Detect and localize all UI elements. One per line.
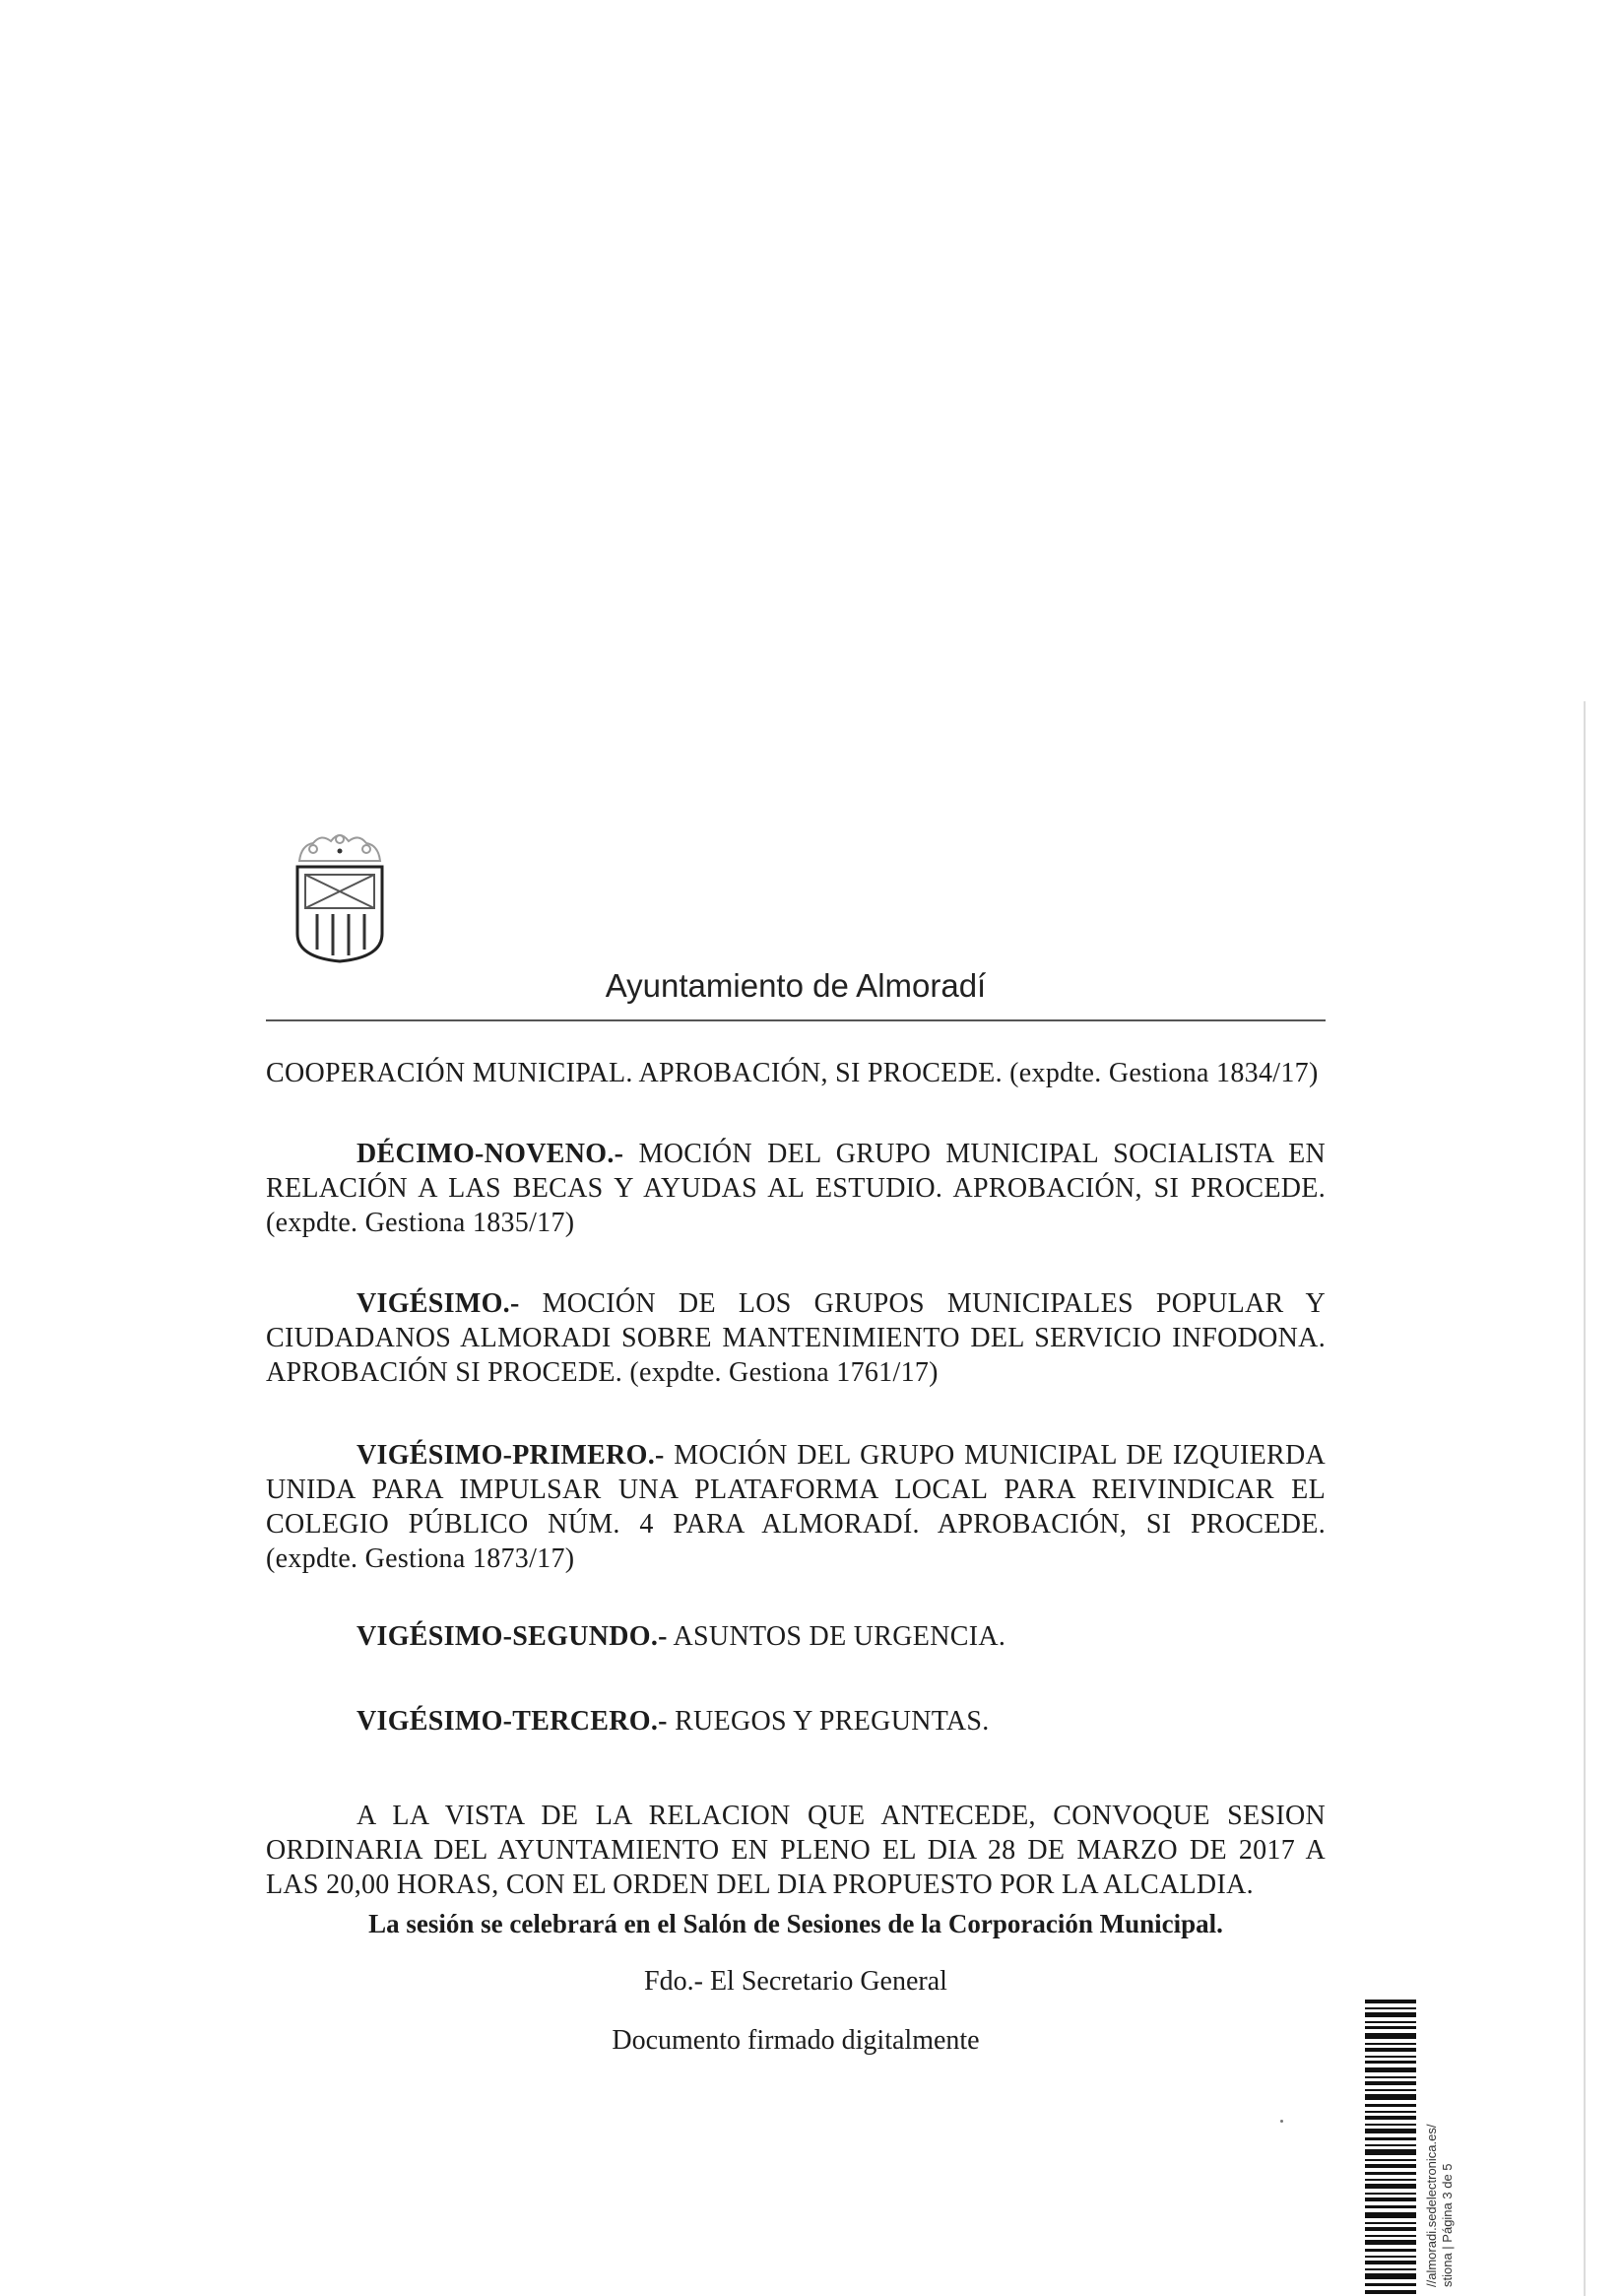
agenda-continuation: COOPERACIÓN MUNICIPAL. APROBACIÓN, SI PROCEDE. (expdte. Gestiona 1834/17) bbox=[266, 1058, 1319, 1088]
agenda-item-23 bbox=[266, 1704, 1326, 1738]
agenda-item-text: MOCIÓN DEL GRUPO MUNICIPAL SOCIALISTA EN RELACIÓN A LAS BECAS Y AYUDAS AL ESTUDIO. APROBACIÓN, SI PROCEDE. (expdte. Gestiona 1835/17) bbox=[266, 1139, 1326, 1238]
digital-signature-note: Documento firmado digitalmente bbox=[612, 2025, 980, 2056]
verification-url: //almoradi.sedelectronica.es/ bbox=[1424, 2124, 1439, 2287]
agenda-item-ordinal: VIGÉSIMO.- bbox=[357, 1288, 520, 1319]
convocation-paragraph: A LA VISTA DE LA RELACION QUE ANTECEDE, CONVOQUE SESION ORDINARIA DEL AYUNTAMIENTO EN PLENO EL DIA 28 DE MARZO DE 2017 A LAS 20,00 HORAS, CON EL ORDEN DEL DIA PROPUESTO POR LA ALCALDIA. bbox=[266, 1801, 1326, 1900]
barcode-icon bbox=[1365, 2000, 1416, 2296]
coat-of-arms-logo bbox=[292, 827, 388, 965]
agenda-item-text: MOCIÓN DEL GRUPO MUNICIPAL DE IZQUIERDA UNIDA PARA IMPULSAR UNA PLATAFORMA LOCAL PARA REIVINDICAR EL COLEGIO PÚBLICO NÚM. 4 PARA ALMORADÍ. APROBACIÓN, SI PROCEDE. (expdte. Gestiona 1873/17) bbox=[266, 1440, 1326, 1574]
session-venue: La sesión se celebrará en el Salón de Sesiones de la Corporación Municipal. bbox=[368, 1909, 1223, 1938]
agenda-item-ordinal: VIGÉSIMO-PRIMERO.- bbox=[357, 1440, 665, 1471]
organization-header: Ayuntamiento de Almoradí bbox=[605, 967, 987, 1004]
agenda-item-ordinal: VIGÉSIMO-SEGUNDO.- bbox=[357, 1621, 668, 1652]
scan-speck bbox=[1280, 2120, 1283, 2123]
verification-page: stiona | Página 3 de 5 bbox=[1440, 2163, 1455, 2287]
verification-stamp bbox=[1365, 2000, 1459, 2296]
verification-text bbox=[1424, 2125, 1456, 2287]
agenda-item-text: MOCIÓN DE LOS GRUPOS MUNICIPALES POPULAR Y CIUDADANOS ALMORADI SOBRE MANTENIMIENTO DEL SERVICIO INFODONA. APROBACIÓN SI PROCEDE. (expdte. Gestiona 1761/17) bbox=[266, 1288, 1326, 1388]
header-divider bbox=[266, 1019, 1326, 1021]
agenda-item-ordinal: VIGÉSIMO-TERCERO.- bbox=[357, 1706, 668, 1737]
agenda-item-ordinal: DÉCIMO-NOVENO.- bbox=[357, 1139, 624, 1169]
agenda-item-text: ASUNTOS DE URGENCIA. bbox=[673, 1621, 1006, 1652]
agenda-item-22 bbox=[266, 1619, 1326, 1654]
signature-line: Fdo.- El Secretario General bbox=[644, 1966, 947, 1997]
agenda-item-21 bbox=[266, 1438, 1326, 1576]
agenda-item-20 bbox=[266, 1286, 1326, 1390]
agenda-item-text: RUEGOS Y PREGUNTAS. bbox=[675, 1706, 990, 1737]
agenda-item-19 bbox=[266, 1137, 1326, 1240]
